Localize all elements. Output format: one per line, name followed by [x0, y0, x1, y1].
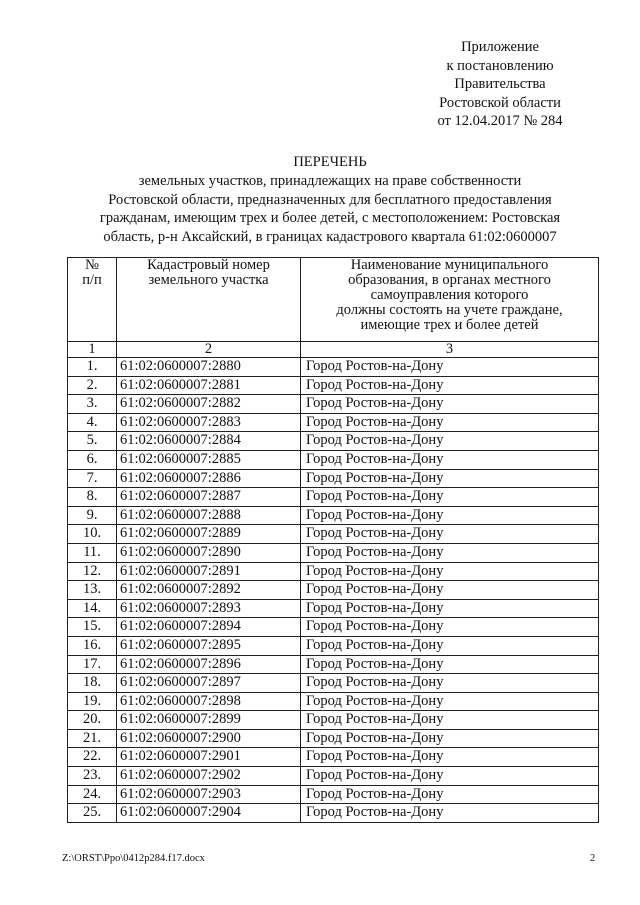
table-header-row	[68, 258, 599, 342]
table-row	[68, 599, 599, 618]
cadastral-number: 61:02:0600007:2882	[117, 395, 301, 414]
cadastral-number: 61:02:0600007:2891	[117, 562, 301, 581]
appendix-line: Приложение	[461, 39, 539, 55]
row-number: 3.	[68, 395, 117, 414]
header-text: земельного участка	[148, 272, 269, 288]
cadastral-number: 61:02:0600007:2883	[117, 413, 301, 432]
row-number: 18.	[68, 674, 117, 693]
municipality-name: Город Ростов-на-Дону	[301, 674, 599, 693]
header-municipality	[301, 258, 599, 342]
table-row	[68, 488, 599, 507]
header-text: Наименование муниципального	[350, 257, 549, 273]
row-number: 17.	[68, 655, 117, 674]
row-number: 25.	[68, 804, 117, 823]
row-number: 11.	[68, 543, 117, 562]
municipality-name: Город Ростов-на-Дону	[301, 395, 599, 414]
municipality-name: Город Ростов-на-Дону	[301, 525, 599, 544]
municipality-name: Город Ростов-на-Дону	[301, 729, 599, 748]
row-number: 4.	[68, 413, 117, 432]
header-text: №	[85, 257, 99, 273]
table-body	[68, 358, 599, 823]
column-number: 3	[301, 342, 599, 358]
table-row	[68, 543, 599, 562]
header-text: имеющие трех и более детей	[360, 317, 539, 333]
row-number: 14.	[68, 599, 117, 618]
row-number: 8.	[68, 488, 117, 507]
row-number: 9.	[68, 506, 117, 525]
row-number: 23.	[68, 767, 117, 786]
table-row	[68, 469, 599, 488]
table-row	[68, 692, 599, 711]
municipality-name: Город Ростов-на-Дону	[301, 711, 599, 730]
row-number: 13.	[68, 581, 117, 600]
document-subtitle	[60, 172, 600, 246]
table-row	[68, 413, 599, 432]
cadastral-number: 61:02:0600007:2904	[117, 804, 301, 823]
cadastral-number: 61:02:0600007:2886	[117, 469, 301, 488]
municipality-name: Город Ростов-на-Дону	[301, 413, 599, 432]
row-number: 20.	[68, 711, 117, 730]
row-number: 1.	[68, 358, 117, 377]
column-number: 2	[117, 342, 301, 358]
row-number: 19.	[68, 692, 117, 711]
municipality-name: Город Ростов-на-Дону	[301, 599, 599, 618]
header-text: самоуправления которого	[370, 287, 529, 303]
row-number: 10.	[68, 525, 117, 544]
cadastral-number: 61:02:0600007:2880	[117, 358, 301, 377]
cadastral-number: 61:02:0600007:2901	[117, 748, 301, 767]
cadastral-number: 61:02:0600007:2881	[117, 376, 301, 395]
table-row	[68, 432, 599, 451]
municipality-name: Город Ростов-на-Дону	[301, 562, 599, 581]
table-row	[68, 525, 599, 544]
municipality-name: Город Ростов-на-Дону	[301, 488, 599, 507]
header-text: п/п	[82, 272, 102, 288]
table-row	[68, 711, 599, 730]
municipality-name: Город Ростов-на-Дону	[301, 655, 599, 674]
cadastral-number: 61:02:0600007:2894	[117, 618, 301, 637]
cadastral-number: 61:02:0600007:2895	[117, 636, 301, 655]
table-row	[68, 674, 599, 693]
header-text: Кадастровый номер	[147, 257, 270, 273]
cadastral-number: 61:02:0600007:2888	[117, 506, 301, 525]
header-text: образования, в органах местного	[348, 272, 551, 288]
document-title: ПЕРЕЧЕНЬ	[293, 154, 367, 170]
cadastral-number: 61:02:0600007:2899	[117, 711, 301, 730]
subtitle-line: Ростовской области, предназначенных для бесплатного предоставления	[108, 191, 552, 208]
row-number: 12.	[68, 562, 117, 581]
table-row	[68, 729, 599, 748]
table-row	[68, 395, 599, 414]
row-number: 15.	[68, 618, 117, 637]
table-row	[68, 748, 599, 767]
cadastral-number: 61:02:0600007:2884	[117, 432, 301, 451]
municipality-name: Город Ростов-на-Дону	[301, 767, 599, 786]
cadastral-number: 61:02:0600007:2890	[117, 543, 301, 562]
row-number: 21.	[68, 729, 117, 748]
row-number: 2.	[68, 376, 117, 395]
row-number: 16.	[68, 636, 117, 655]
table-row	[68, 655, 599, 674]
cadastral-number: 61:02:0600007:2903	[117, 785, 301, 804]
page-number: 2	[590, 853, 596, 864]
appendix-block	[400, 38, 600, 131]
header-cadastral	[117, 258, 301, 342]
cadastral-number: 61:02:0600007:2889	[117, 525, 301, 544]
table-row	[68, 804, 599, 823]
municipality-name: Город Ростов-на-Дону	[301, 581, 599, 600]
table-row	[68, 636, 599, 655]
row-number: 7.	[68, 469, 117, 488]
table-row	[68, 618, 599, 637]
municipality-name: Город Ростов-на-Дону	[301, 692, 599, 711]
table-row	[68, 358, 599, 377]
municipality-name: Город Ростов-на-Дону	[301, 432, 599, 451]
municipality-name: Город Ростов-на-Дону	[301, 785, 599, 804]
municipality-name: Город Ростов-на-Дону	[301, 804, 599, 823]
cadastral-number: 61:02:0600007:2892	[117, 581, 301, 600]
cadastral-number: 61:02:0600007:2896	[117, 655, 301, 674]
cadastral-number: 61:02:0600007:2900	[117, 729, 301, 748]
header-number	[68, 258, 117, 342]
cadastral-number: 61:02:0600007:2887	[117, 488, 301, 507]
cadastral-number: 61:02:0600007:2898	[117, 692, 301, 711]
column-number-row	[68, 342, 599, 358]
row-number: 22.	[68, 748, 117, 767]
row-number: 6.	[68, 450, 117, 469]
appendix-line: к постановлению	[446, 57, 554, 74]
column-number: 1	[68, 342, 117, 358]
row-number: 24.	[68, 785, 117, 804]
row-number: 5.	[68, 432, 117, 451]
table-row	[68, 450, 599, 469]
appendix-line: Ростовской области	[439, 94, 561, 111]
municipality-name: Город Ростов-на-Дону	[301, 358, 599, 377]
land-plots-table	[67, 257, 599, 823]
municipality-name: Город Ростов-на-Дону	[301, 636, 599, 655]
cadastral-number: 61:02:0600007:2897	[117, 674, 301, 693]
table-row	[68, 562, 599, 581]
cadastral-number: 61:02:0600007:2902	[117, 767, 301, 786]
municipality-name: Город Ростов-на-Дону	[301, 506, 599, 525]
appendix-line: Правительства	[454, 76, 546, 93]
table-row	[68, 581, 599, 600]
municipality-name: Город Ростов-на-Дону	[301, 450, 599, 469]
table-row	[68, 767, 599, 786]
municipality-name: Город Ростов-на-Дону	[301, 376, 599, 395]
municipality-name: Город Ростов-на-Дону	[301, 748, 599, 767]
municipality-name: Город Ростов-на-Дону	[301, 469, 599, 488]
table-row	[68, 376, 599, 395]
header-text: должны состоять на учете граждане,	[336, 302, 563, 318]
municipality-name: Город Ростов-на-Дону	[301, 543, 599, 562]
subtitle-line: гражданам, имеющим трех и более детей, с местоположением: Ростовская	[99, 210, 561, 227]
cadastral-number: 61:02:0600007:2893	[117, 599, 301, 618]
municipality-name: Город Ростов-на-Дону	[301, 618, 599, 637]
table-row	[68, 506, 599, 525]
cadastral-number: 61:02:0600007:2885	[117, 450, 301, 469]
footer-file-path: Z:\ORST\Ppo\0412p284.f17.docx	[62, 853, 205, 864]
table-row	[68, 785, 599, 804]
appendix-date-line: от 12.04.2017 № 284	[437, 113, 563, 130]
subtitle-line: область, р-н Аксайский, в границах кадастрового квартала 61:02:0600007	[103, 228, 557, 245]
subtitle-line: земельных участков, принадлежащих на праве собственности	[138, 173, 522, 189]
